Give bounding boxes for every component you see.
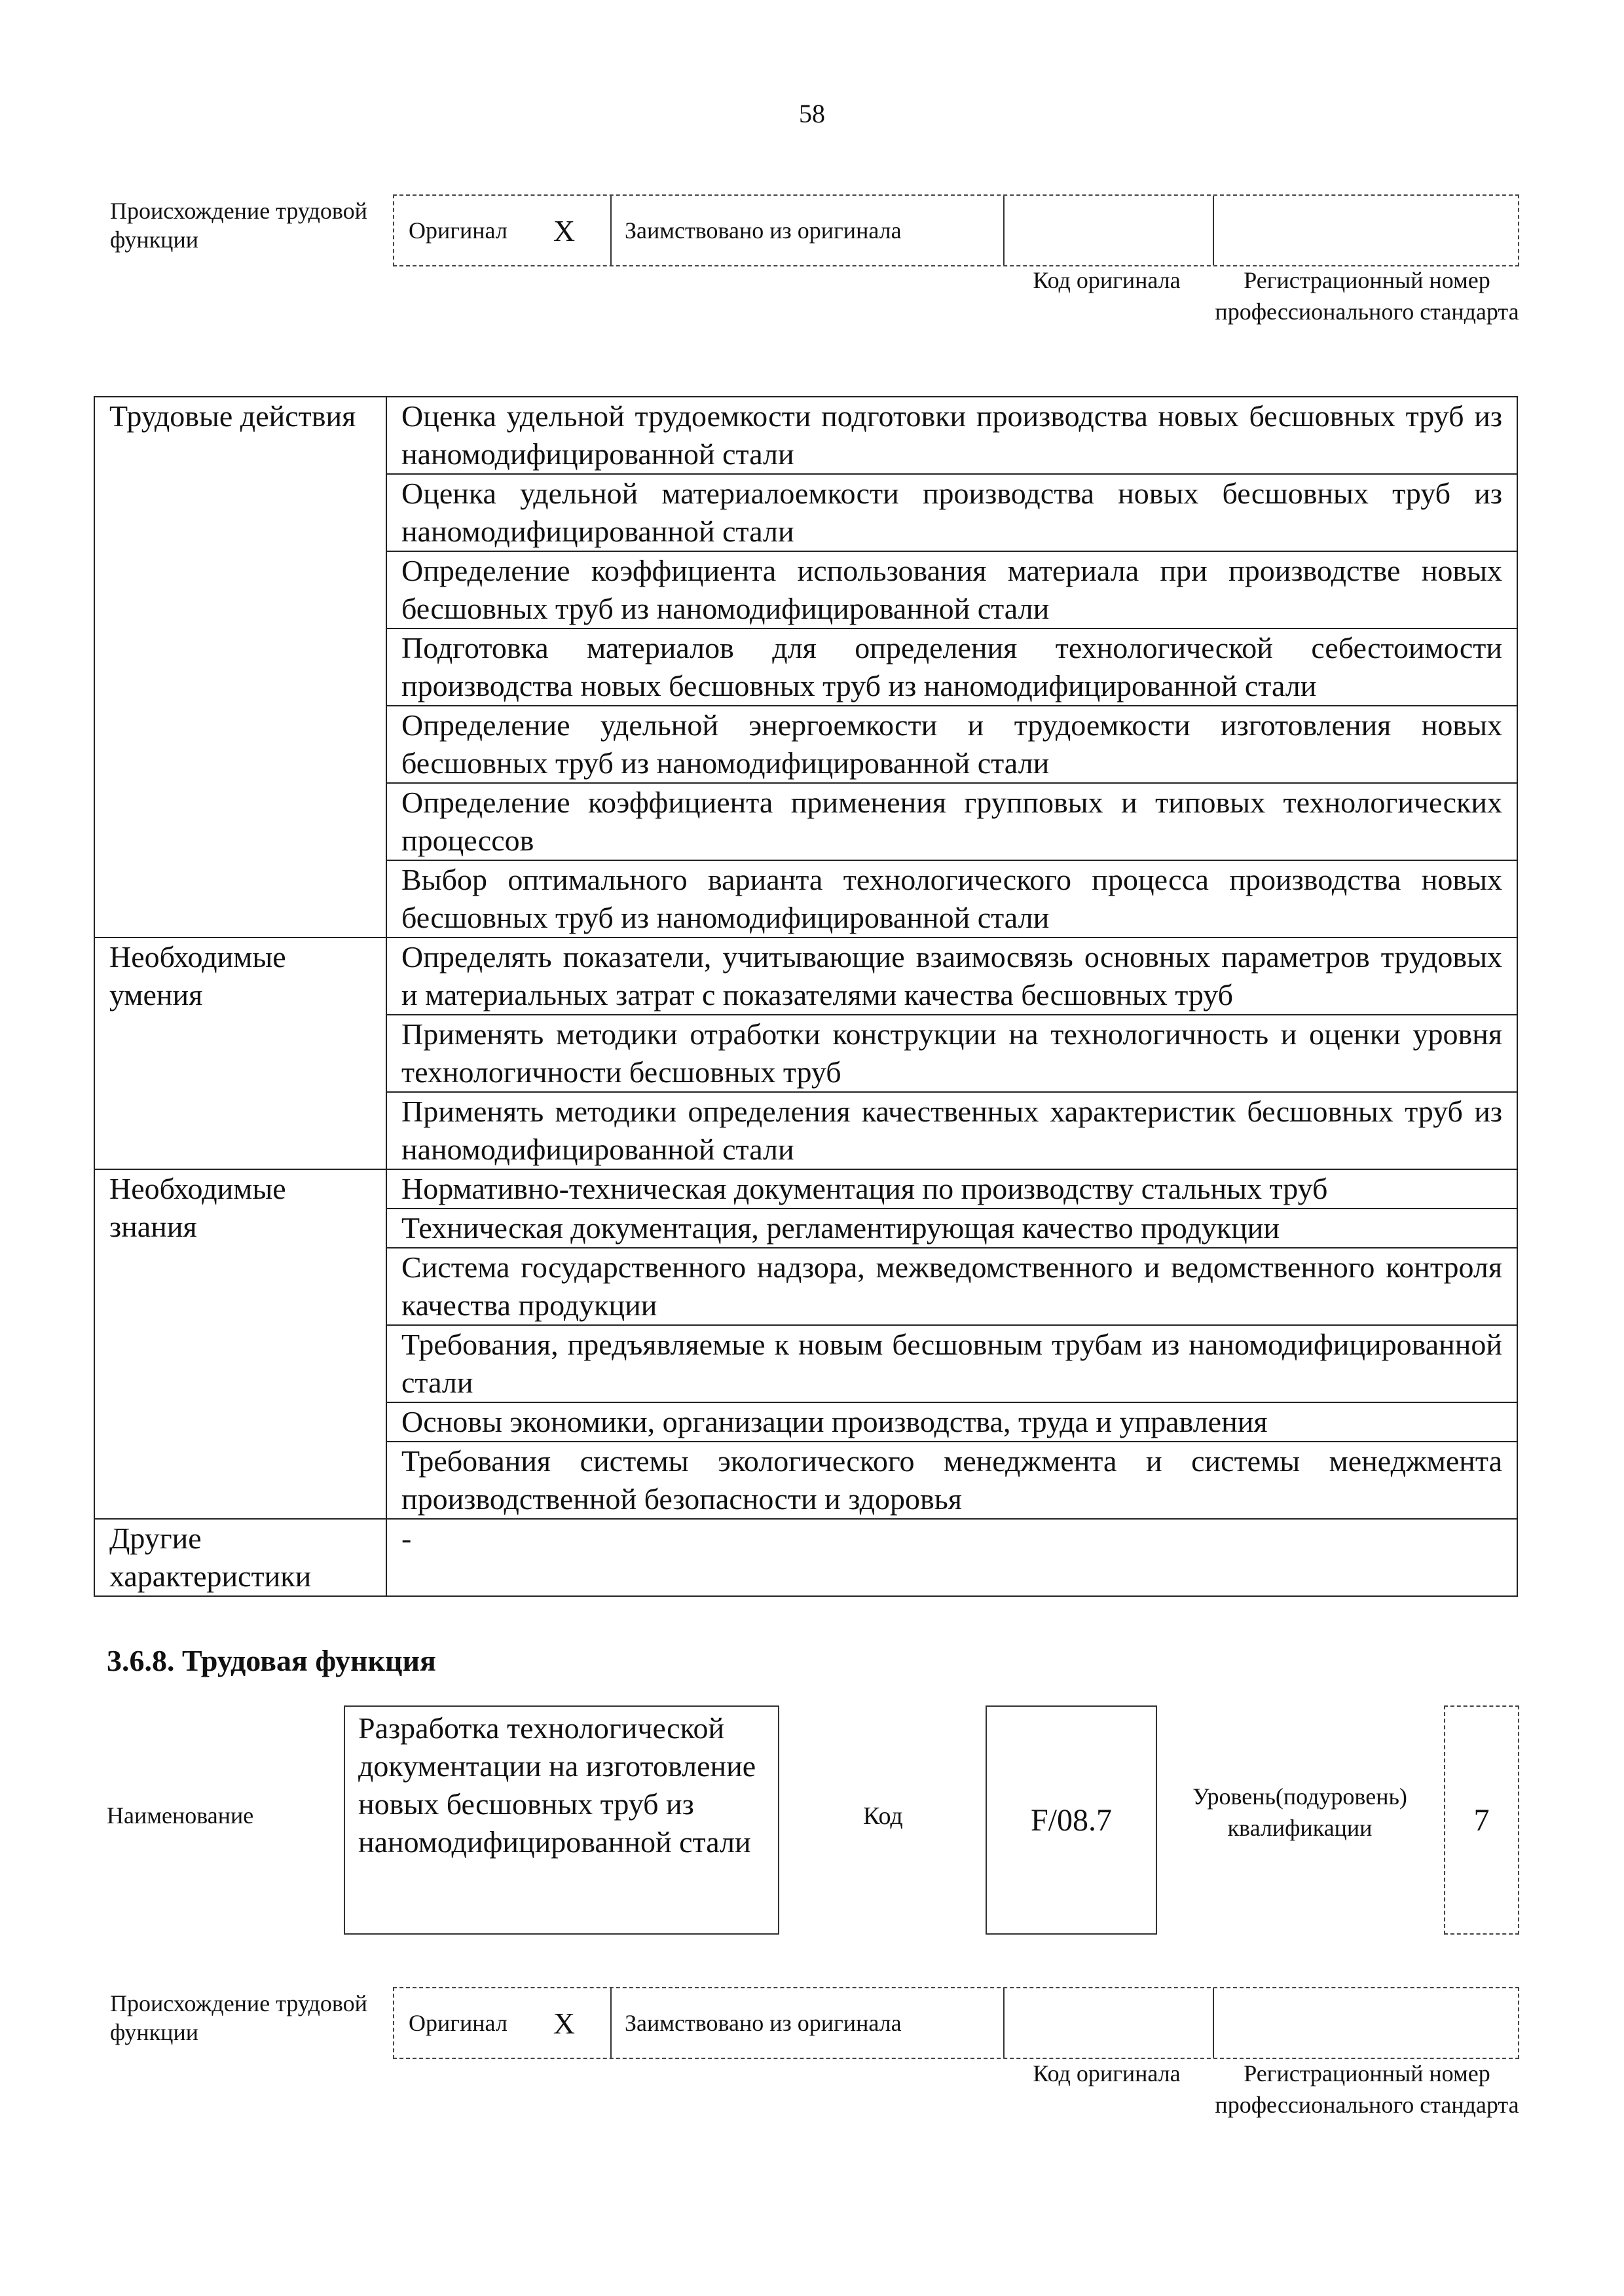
origin-label: Происхождение трудовой функции [110,198,367,253]
labor-action-item: Определение удельной энергоемкости и трудоемкости изготовления новых бесшовных труб из наномодифицированной стали [386,706,1517,783]
origin-original-mark: X [553,213,576,247]
origin-borrowed-cell [610,196,1003,265]
origin-code-caption: Код оригинала [1033,2060,1181,2086]
origin-original-mark: X [553,2006,576,2040]
origin-reg-caption: Регистрационный номер профессионального стандарта [1215,267,1519,325]
labor-action-item: Оценка удельной материалоемкости производства новых бесшовных труб из наномодифицированной стали [386,474,1517,551]
qualification-level-box [1444,1705,1519,1935]
section-title: 3.6.8. Трудовая функция [107,1644,436,1677]
knowledge-item: Техническая документация, регламентирующая качество продукции [386,1209,1517,1248]
labor-action-item: Подготовка материалов для определения технологической себестоимости производства новых бесшовных труб из наномодифицированной стали [386,629,1517,706]
function-name-box: Разработка технологической документации на изготовление новых бесшовных труб из наномодифицированной стали [344,1705,779,1935]
origin-reg-caption: Регистрационный номер профессионального стандарта [1215,2060,1519,2118]
knowledge-item: Нормативно-техническая документация по производству стальных труб [386,1169,1517,1209]
origin-original-cell [394,196,610,265]
origin-borrowed-cell [610,1988,1003,2058]
origin-borrowed-label: Заимствовано из оригинала [625,2010,902,2036]
knowledge-label: Необходимые знания [94,1169,386,1519]
labor-action-item: Определение коэффициента использования материала при производстве новых бесшовных труб из наномодифицированной стали [386,551,1517,629]
table-row [94,1169,1517,1209]
qualification-level-label: Уровень(подуровень) квалификации [1192,1783,1407,1841]
origin-code-cell [1003,196,1214,265]
knowledge-item: Требования, предъявляемые к новым бесшовным трубам из наномодифицированной стали [386,1325,1517,1402]
labor-function-table [94,396,1518,1597]
origin-reg-cell [1213,1988,1521,2058]
origin-borrowed-label: Заимствовано из оригинала [625,217,902,244]
knowledge-item: Система государственного надзора, межведомственного и ведомственного контроля качества продукции [386,1248,1517,1325]
origin-original-cell [394,1988,610,2058]
origin-box [393,194,1519,266]
origin-code-cell [1003,1988,1214,2058]
labor-action-item: Оценка удельной трудоемкости подготовки производства новых бесшовных труб из наномодифицированной стали [386,397,1517,474]
origin-original-label: Оригинал [409,2010,507,2036]
other-value: - [386,1519,1517,1596]
other-label: Другие характеристики [94,1519,386,1596]
labor-action-item: Определение коэффициента применения групповых и типовых технологических процессов [386,783,1517,860]
function-name-label: Наименование [107,1802,254,1829]
origin-label: Происхождение трудовой функции [110,1990,367,2045]
table-row [94,1519,1517,1596]
function-code-box [986,1705,1157,1935]
function-code-label: Код [863,1802,903,1830]
qualification-level-value: 7 [1473,1802,1490,1838]
skill-item: Применять методики определения качественных характеристик бесшовных труб из наномодифицированной стали [386,1092,1517,1169]
skill-item: Применять методики отработки конструкции на технологичность и оценки уровня технологичности бесшовных труб [386,1015,1517,1092]
origin-reg-cell [1213,196,1521,265]
table-row [94,397,1517,474]
skills-label: Необходимые умения [94,938,386,1169]
page-number: 58 [799,99,825,128]
labor-actions-label: Трудовые действия [94,397,386,938]
table-row [94,938,1517,1015]
labor-action-item: Выбор оптимального варианта технологического процесса производства новых бесшовных труб из наномодифицированной стали [386,860,1517,938]
origin-box [393,1987,1519,2059]
function-code-value: F/08.7 [1030,1802,1113,1838]
knowledge-item: Требования системы экологического менеджмента и системы менеджмента производственной безопасности и здоровья [386,1442,1517,1519]
skill-item: Определять показатели, учитывающие взаимосвязь основных параметров трудовых и материальных затрат с показателями качества бесшовных труб [386,938,1517,1015]
origin-code-caption: Код оригинала [1033,267,1181,293]
knowledge-item: Основы экономики, организации производства, труда и управления [386,1402,1517,1442]
origin-original-label: Оригинал [409,217,507,244]
